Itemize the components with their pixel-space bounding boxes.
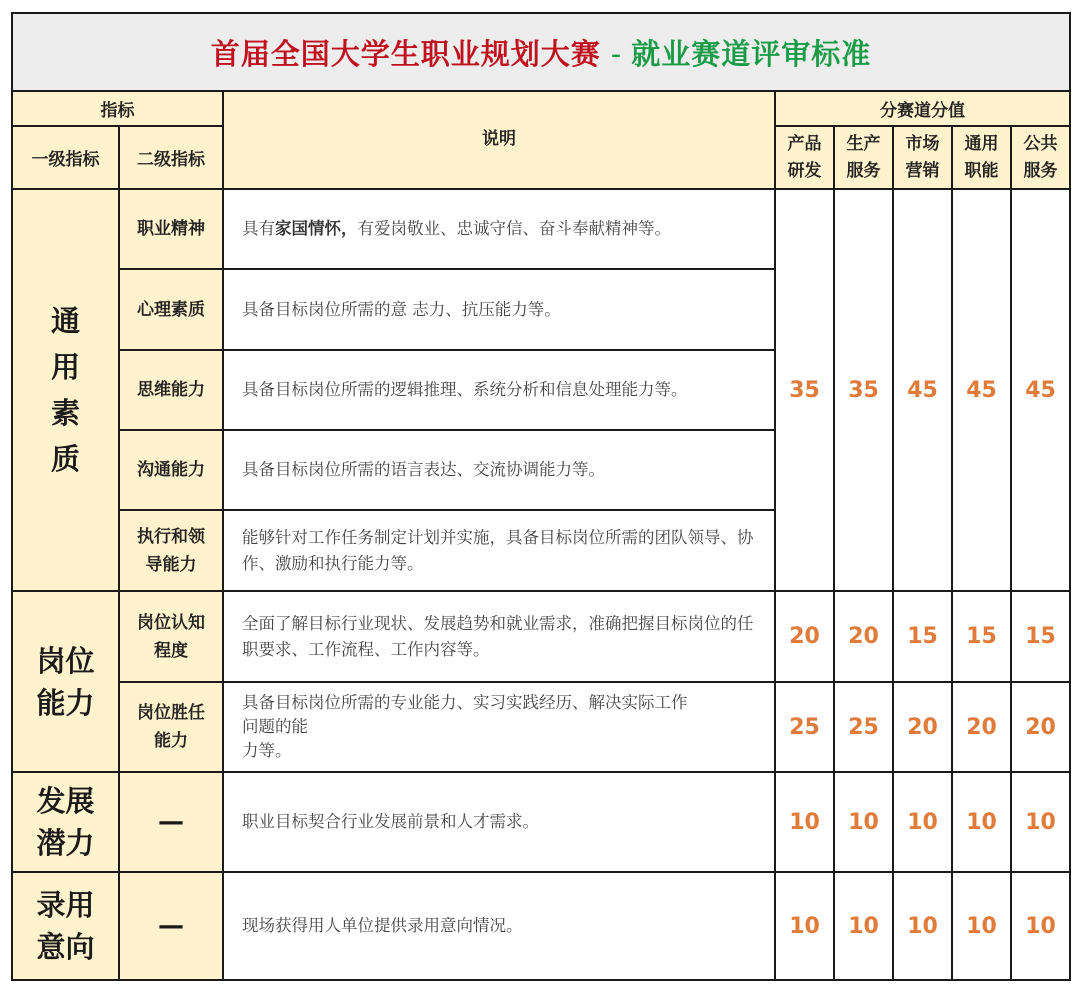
score-marketing: 45 — [893, 189, 952, 591]
table-row — [12, 772, 1070, 872]
level2-communication-ability: 沟通能力 — [119, 430, 223, 510]
score-marketing: 10 — [893, 772, 952, 872]
score-general-function: 45 — [952, 189, 1011, 591]
score-product-rd: 10 — [775, 772, 834, 872]
level1-general-quality: 通 用 素 质 — [12, 189, 119, 591]
description-cell: 全面了解目标行业现状、发展趋势和就业需求，准确把握目标岗位的任职要求、工作流程、工作内容等。 — [223, 591, 775, 682]
table-row — [12, 591, 1070, 682]
description-cell: 具备目标岗位所需的专业能力、实习实践经历、解决实际工作 问题的能 力等。 — [223, 682, 775, 772]
level2-none-dash: — — [119, 872, 223, 980]
score-production-service: 10 — [834, 872, 893, 980]
level2-psychological-quality: 心理素质 — [119, 269, 223, 350]
header-track-production-service: 生产 服务 — [834, 126, 893, 189]
level2-professional-spirit: 职业精神 — [119, 189, 223, 269]
table-title — [12, 13, 1070, 91]
level1-job-ability: 岗位 能力 — [12, 591, 119, 772]
score-product-rd: 20 — [775, 591, 834, 682]
score-general-function: 10 — [952, 872, 1011, 980]
score-product-rd: 35 — [775, 189, 834, 591]
score-production-service: 35 — [834, 189, 893, 591]
description-cell: 具备目标岗位所需的意 志力、抗压能力等。 — [223, 269, 775, 350]
score-marketing: 10 — [893, 872, 952, 980]
title-subtitle: 就业赛道评审标准 — [631, 36, 872, 71]
description-cell: 具备目标岗位所需的逻辑推理、系统分析和信息处理能力等。 — [223, 350, 775, 430]
level1-employment-intention: 录用 意向 — [12, 872, 119, 980]
header-indicator: 指标 — [12, 91, 223, 126]
description-cell: 具有家国情怀，有爱岗敬业、忠诚守信、奋斗奉献精神等。 — [223, 189, 775, 269]
score-public-service: 15 — [1011, 591, 1070, 682]
header-description: 说明 — [223, 91, 775, 189]
description-cell: 能够针对工作任务制定计划并实施，具备目标岗位所需的团队领导、协作、激励和执行能力等。 — [223, 510, 775, 591]
score-public-service: 10 — [1011, 872, 1070, 980]
header-level2: 二级指标 — [119, 126, 223, 189]
evaluation-criteria-table — [11, 12, 1071, 981]
score-public-service: 20 — [1011, 682, 1070, 772]
header-level1: 一级指标 — [12, 126, 119, 189]
score-marketing: 20 — [893, 682, 952, 772]
title-main: 首届全国大学生职业规划大赛 — [210, 36, 601, 71]
description-cell: 职业目标契合行业发展前景和人才需求。 — [223, 772, 775, 872]
header-track-general-function: 通用 职能 — [952, 126, 1011, 189]
score-general-function: 15 — [952, 591, 1011, 682]
score-product-rd: 25 — [775, 682, 834, 772]
header-track-scores: 分赛道分值 — [775, 91, 1070, 126]
score-marketing: 15 — [893, 591, 952, 682]
header-track-marketing: 市场 营销 — [893, 126, 952, 189]
score-production-service: 25 — [834, 682, 893, 772]
table-row — [12, 872, 1070, 980]
title-separator: - — [610, 36, 622, 71]
level2-job-competency: 岗位胜任 能力 — [119, 682, 223, 772]
table-row — [12, 189, 1070, 269]
score-product-rd: 10 — [775, 872, 834, 980]
level2-thinking-ability: 思维能力 — [119, 350, 223, 430]
description-cell: 具备目标岗位所需的语言表达、交流协调能力等。 — [223, 430, 775, 510]
score-production-service: 10 — [834, 772, 893, 872]
score-general-function: 10 — [952, 772, 1011, 872]
table-row — [12, 682, 1070, 772]
header-track-product-rd: 产品 研发 — [775, 126, 834, 189]
description-cell: 现场获得用人单位提供录用意向情况。 — [223, 872, 775, 980]
score-public-service: 10 — [1011, 772, 1070, 872]
level2-job-cognition: 岗位认知 程度 — [119, 591, 223, 682]
score-general-function: 20 — [952, 682, 1011, 772]
level2-execution-leadership: 执行和领 导能力 — [119, 510, 223, 591]
level2-none-dash: — — [119, 772, 223, 872]
level1-development-potential: 发展 潜力 — [12, 772, 119, 872]
score-public-service: 45 — [1011, 189, 1070, 591]
header-track-public-service: 公共 服务 — [1011, 126, 1070, 189]
score-production-service: 20 — [834, 591, 893, 682]
